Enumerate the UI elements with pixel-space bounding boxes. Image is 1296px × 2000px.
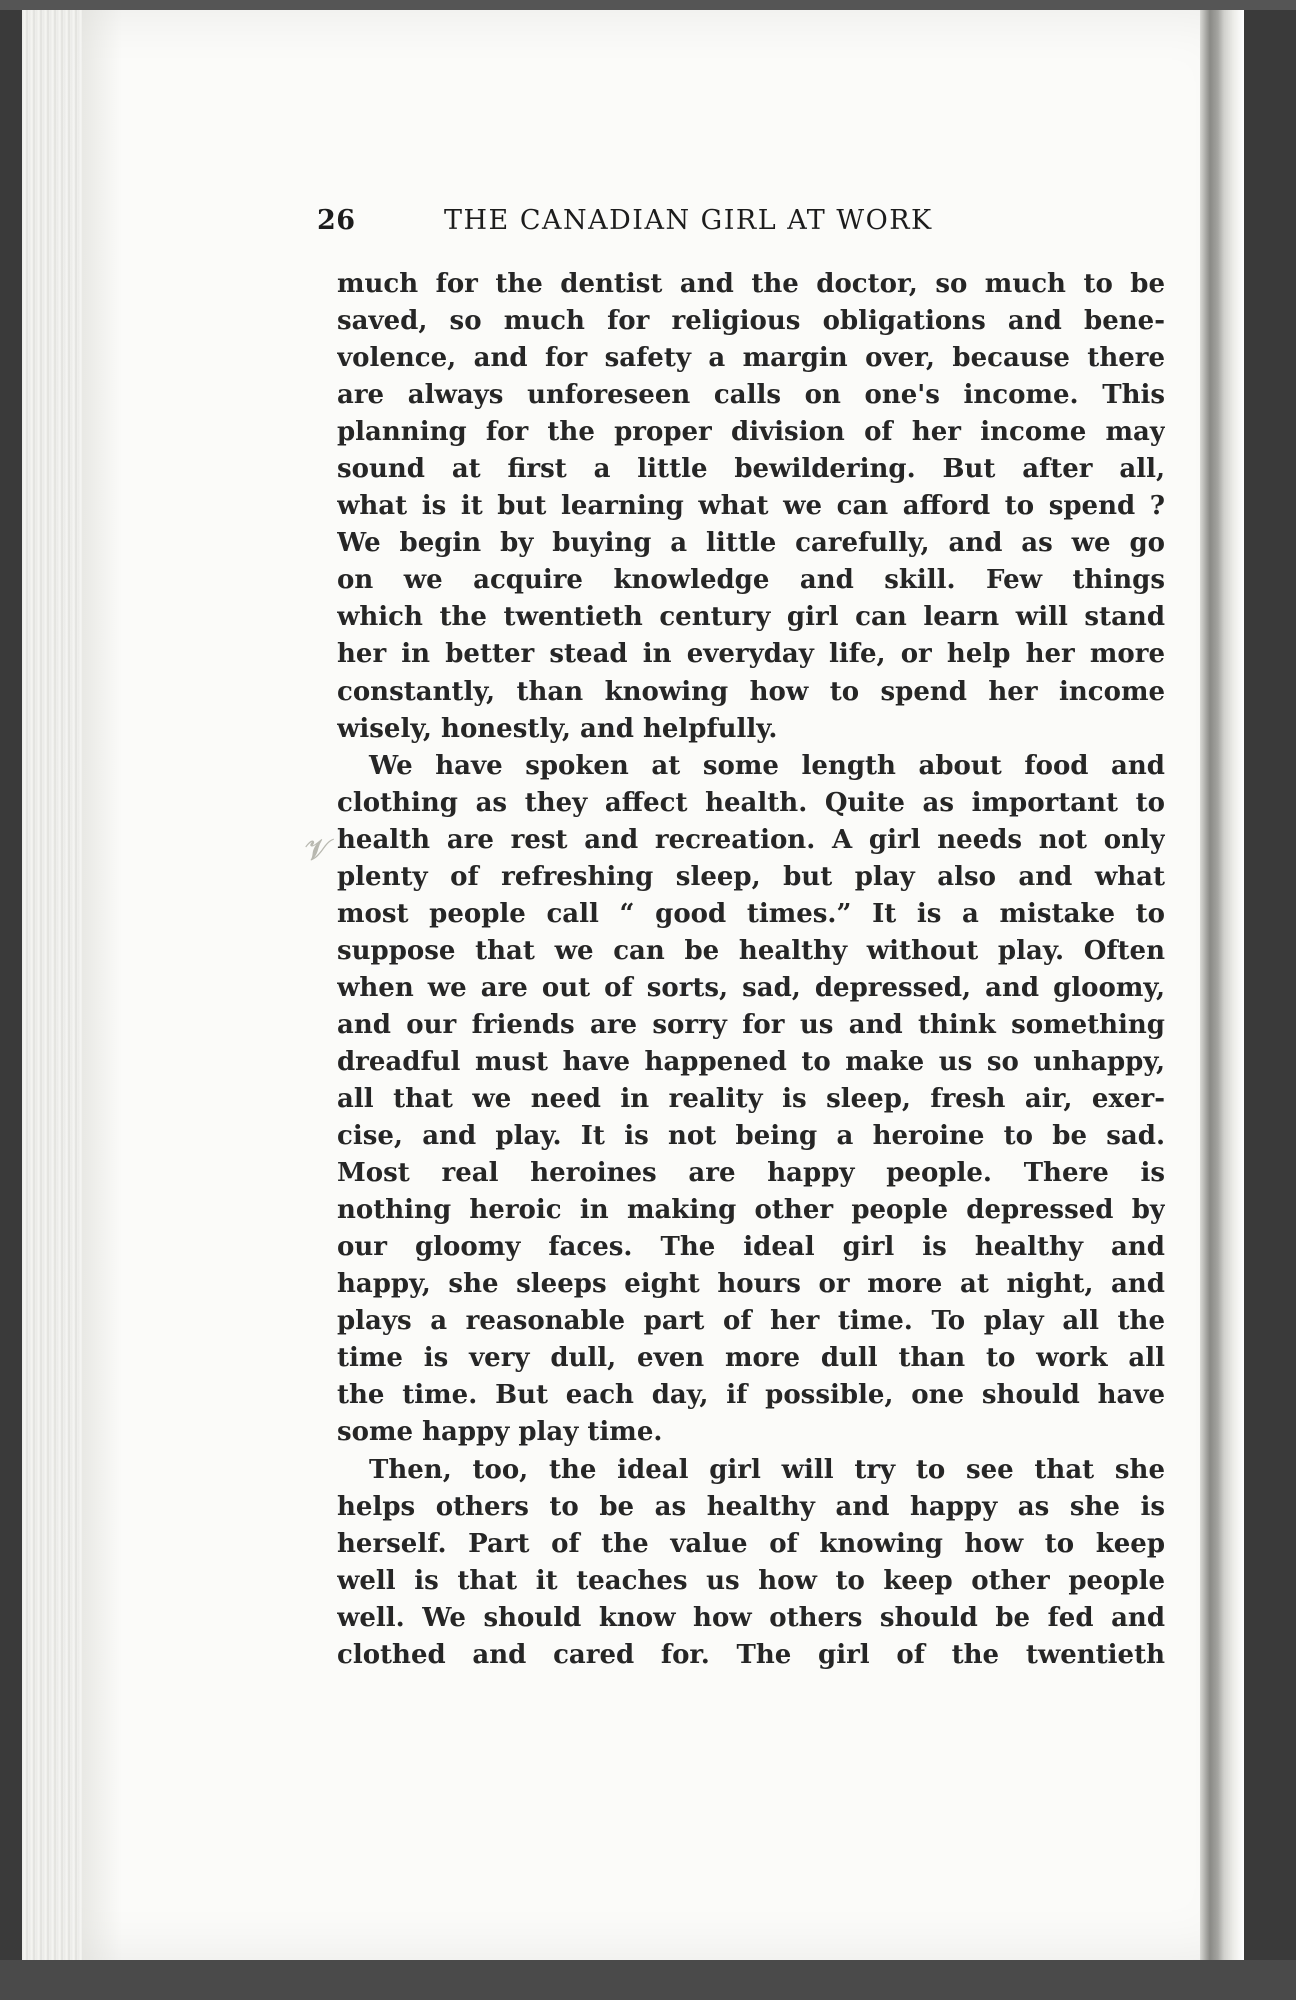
text-line: time is very dull, even more dull than to work all: [337, 1343, 1165, 1374]
text-line: clothing as they affect health. Quite as important to: [337, 787, 1165, 818]
paragraph: [337, 266, 1165, 748]
running-title: THE CANADIAN GIRL AT WORK: [444, 205, 933, 236]
text-line: most people call “ good times.” It is a mistake to: [337, 898, 1165, 929]
page-number: 26: [317, 205, 356, 236]
text-line: constantly, than knowing how to spend her income: [337, 676, 1165, 707]
scan-top-border: [0, 0, 1296, 10]
text-line: plays a reasonable part of her time. To play all the: [337, 1306, 1165, 1337]
text-line: health are rest and recreation. A girl needs not only: [337, 824, 1165, 855]
text-line: our gloomy faces. The ideal girl is healthy and: [337, 1232, 1165, 1263]
text-line: the time. But each day, if possible, one should have: [337, 1380, 1165, 1411]
binding-shadow: [82, 10, 122, 1960]
text-line: what is it but learning what we can afford to spend ?: [337, 491, 1165, 522]
text-line: dreadful must have happened to make us so unhappy,: [337, 1046, 1165, 1077]
text-line: on we acquire knowledge and skill. Few things: [337, 565, 1165, 596]
text-line: all that we need in reality is sleep, fresh air, exer-: [337, 1084, 1165, 1115]
text-line: sound at first a little bewildering. But after all,: [337, 454, 1165, 485]
text-line: We have spoken at some length about food and: [369, 750, 1165, 781]
text-line: volence, and for safety a margin over, because there: [337, 343, 1165, 374]
body-text: [337, 266, 1165, 1674]
text-line: We begin by buying a little carefully, and as we go: [337, 528, 1165, 559]
text-line: her in better stead in everyday life, or help her more: [337, 639, 1165, 670]
text-line: wisely, honestly, and helpfully.: [337, 713, 778, 744]
text-line: are always unforeseen calls on one's income. This: [337, 380, 1165, 411]
page-right-edge: [1200, 10, 1244, 1960]
text-line: much for the dentist and the doctor, so much to be: [337, 269, 1165, 299]
text-line: well is that it teaches us how to keep other people: [337, 1565, 1165, 1596]
running-head: [317, 205, 1037, 245]
text-line: helps others to be as healthy and happy as she is: [337, 1491, 1165, 1522]
text-line: clothed and cared for. The girl of the twentieth: [337, 1639, 1165, 1670]
text-line: saved, so much for religious obligations and bene-: [337, 306, 1165, 337]
text-line: and our friends are sorry for us and think something: [337, 1009, 1165, 1040]
text-line: Most real heroines are happy people. There is: [337, 1158, 1165, 1189]
text-line: herself. Part of the value of knowing how to keep: [337, 1528, 1165, 1559]
text-line: well. We should know how others should be fed and: [337, 1602, 1165, 1633]
text-line: Then, too, the ideal girl will try to see that she: [369, 1454, 1165, 1485]
paragraph: [337, 748, 1165, 1452]
text-line: which the twentieth century girl can learn will stand: [337, 602, 1165, 633]
text-line: some happy play time.: [337, 1417, 663, 1448]
text-line: suppose that we can be healthy without play. Often: [337, 935, 1165, 966]
text-line: nothing heroic in making other people depressed by: [337, 1195, 1165, 1226]
text-line: plenty of refreshing sleep, but play also and what: [337, 861, 1165, 892]
paragraph: [337, 1452, 1165, 1674]
scan-bottom-border: [0, 1960, 1296, 2000]
margin-mark-icon: 𝓥: [305, 833, 330, 868]
text-line: when we are out of sorts, sad, depressed, and gloomy,: [337, 972, 1165, 1003]
text-line: planning for the proper division of her income may: [337, 417, 1165, 448]
text-line: happy, she sleeps eight hours or more at night, and: [337, 1269, 1165, 1300]
page-binding-edge: [22, 10, 82, 1960]
text-line: cise, and play. It is not being a heroine to be sad.: [337, 1121, 1165, 1152]
